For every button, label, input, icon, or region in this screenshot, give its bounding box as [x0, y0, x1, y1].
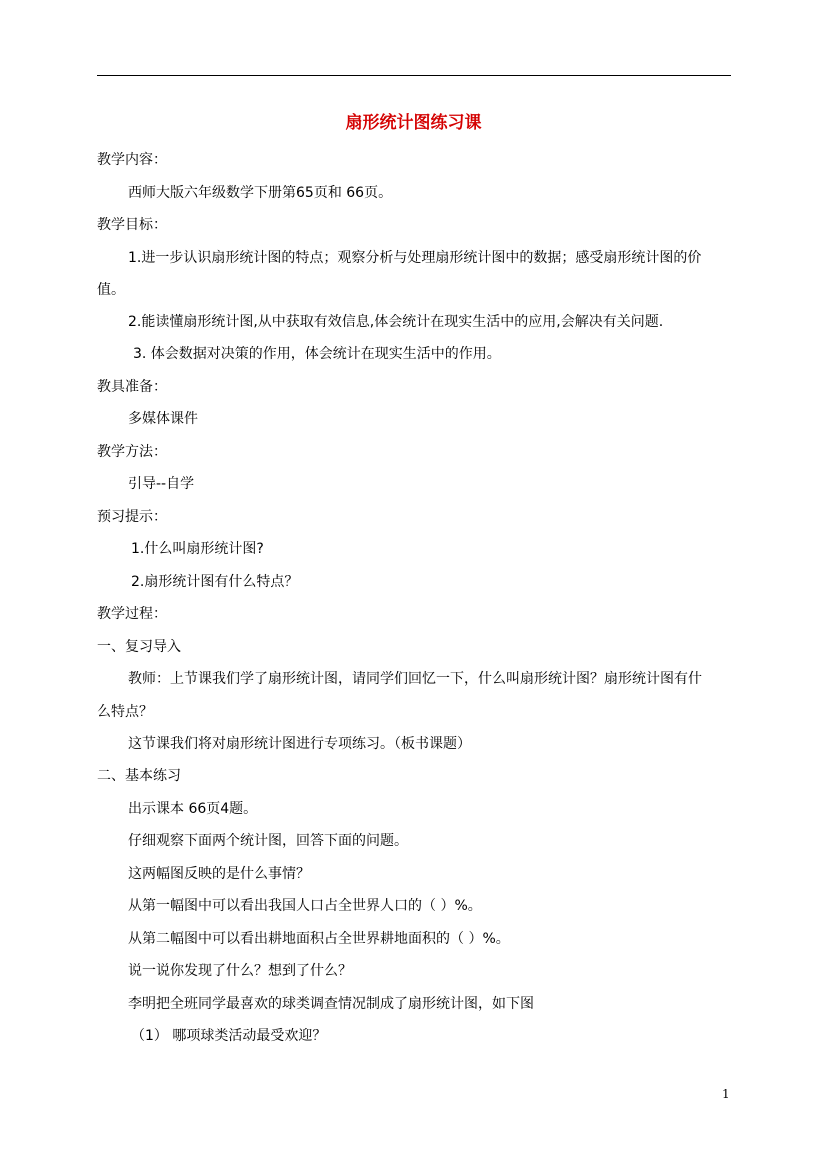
text-line: 2.能读懂扇形统计图,从中获取有效信息,体会统计在现实生活中的应用,会解决有关问题. — [128, 314, 664, 330]
text-line: 教具准备： — [97, 379, 167, 395]
text-line: 教学方法： — [97, 444, 167, 460]
text-line: 李明把全班同学最喜欢的球类调查情况制成了扇形统计图，如下图 — [128, 996, 534, 1012]
text-line: 多媒体课件 — [128, 411, 198, 427]
text-line: 这两幅图反映的是什么事情？ — [128, 866, 310, 882]
header-rule — [97, 75, 731, 76]
page-number: 1 — [722, 1087, 730, 1101]
text-line: 2.扇形统计图有什么特点？ — [131, 574, 299, 590]
text-line: 从第一幅图中可以看出我国人口占全世界人口的（ ）%。 — [128, 898, 482, 914]
text-line: 教学目标： — [97, 217, 167, 233]
text-line: 从第二幅图中可以看出耕地面积占全世界耕地面积的（ ）%。 — [128, 931, 510, 947]
text-line: 二、基本练习 — [97, 768, 181, 784]
text-line: （1） 哪项球类活动最受欢迎？ — [131, 1028, 327, 1044]
text-line: 1.进一步认识扇形统计图的特点；观察分析与处理扇形统计图中的数据；感受扇形统计图的价 — [128, 250, 702, 266]
text-line: 出示课本 66页4题。 — [128, 801, 258, 817]
text-line: 1.什么叫扇形统计图? — [131, 541, 264, 557]
text-line: 引导--自学 — [128, 476, 195, 492]
text-line: 么特点？ — [97, 704, 153, 720]
text-line: 仔细观察下面两个统计图，回答下面的问题。 — [128, 833, 408, 849]
text-line: 说一说你发现了什么？想到了什么？ — [128, 963, 352, 979]
text-line: 这节课我们将对扇形统计图进行专项练习。（板书课题） — [128, 736, 471, 752]
text-line: 教学过程： — [97, 606, 167, 622]
text-line: 值。 — [97, 282, 125, 298]
text-line: 教师：上节课我们学了扇形统计图，请同学们回忆一下，什么叫扇形统计图？扇形统计图有什 — [128, 671, 702, 687]
text-line: 西师大版六年级数学下册第65页和 66页。 — [128, 185, 393, 201]
text-line: 预习提示： — [97, 509, 167, 525]
text-line: 一、复习导入 — [97, 639, 181, 655]
text-line: 教学内容： — [97, 152, 167, 168]
text-line: 3. 体会数据对决策的作用，体会统计在现实生活中的作用。 — [133, 346, 501, 362]
document-title: 扇形统计图练习课 — [345, 113, 482, 133]
